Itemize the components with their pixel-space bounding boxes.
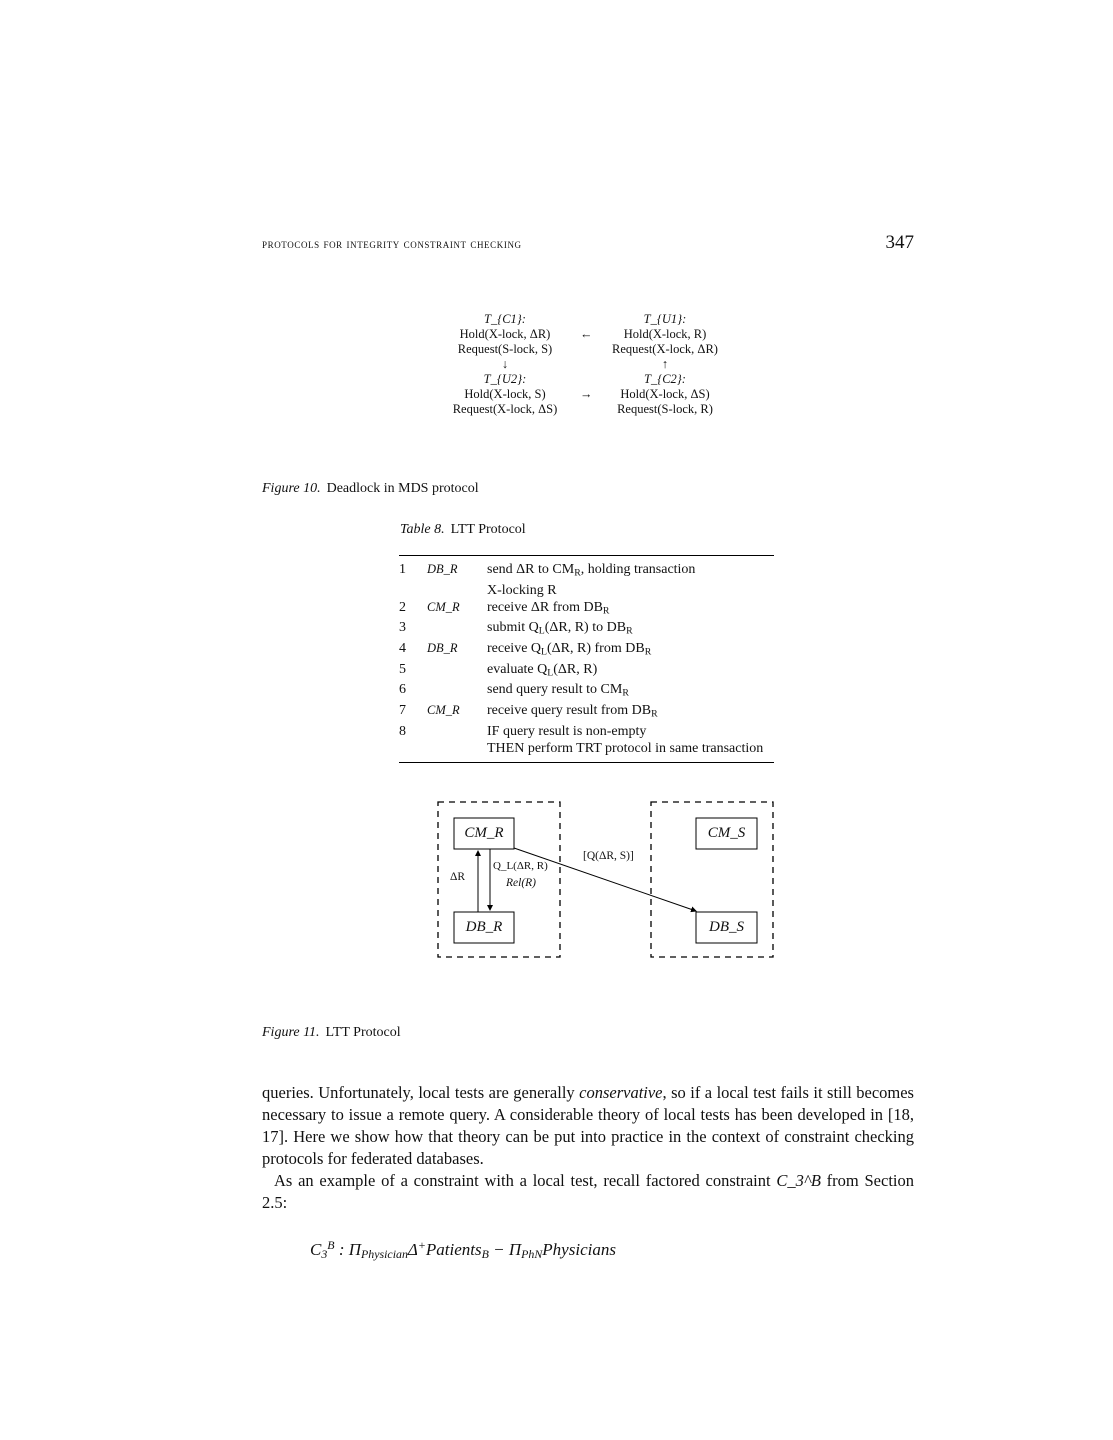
table-row — [399, 640, 774, 661]
delta-r-label: ΔR — [450, 871, 466, 883]
table-row — [399, 599, 774, 620]
actor — [427, 619, 487, 640]
rel-label: Rel(R) — [506, 877, 537, 889]
step-number: 1 — [399, 562, 406, 577]
table-row — [399, 681, 774, 702]
step-number: 5 — [399, 661, 406, 677]
caption-text: LTT Protocol — [450, 522, 526, 537]
step-number: 6 — [399, 682, 406, 698]
text: from Section 2.5: — [262, 1171, 914, 1212]
step-number: 3 — [399, 620, 406, 636]
tu1-label: T_{U1}: — [643, 312, 687, 326]
tu1-block — [600, 312, 730, 357]
caption-text: LTT Protocol — [325, 1025, 401, 1040]
caption-label: Table 8. — [400, 522, 445, 537]
paragraph-2 — [262, 1170, 914, 1214]
description: send query result to $CM_R$ — [487, 682, 629, 699]
actor: DB_R — [427, 641, 458, 656]
running-head: protocols for integrity constraint checking — [262, 237, 522, 251]
table-row — [399, 702, 774, 723]
emphasis: conservative — [579, 1083, 663, 1102]
caption-label: Figure 10. — [262, 481, 321, 496]
description: submit $Q_L(\Delta R$, R) to $DB_R$ — [487, 620, 633, 637]
tc1-block — [440, 312, 570, 357]
table-8-caption — [400, 522, 526, 538]
equation: $C_3^B$ : $\Pi_{Physician}\Delta^+Patients_B$ − $\Pi_{PhN}Physicians$ — [310, 1238, 616, 1261]
table-row — [399, 740, 774, 757]
tu2-label: T_{U2}: — [483, 372, 527, 386]
description: IF query result is non-empty — [487, 723, 647, 739]
db-s-label: DB_S — [709, 919, 744, 935]
db-r-label: DB_R — [465, 919, 503, 935]
figure-11-caption — [262, 1025, 401, 1041]
actor: CM_R — [427, 703, 460, 718]
description: THEN perform TRT protocol in same transaction — [487, 740, 764, 756]
tc2-request: Request(S-lock, R) — [617, 402, 713, 416]
tc1-hold: Hold(X-lock, ΔR) — [459, 327, 551, 341]
cm-r-label: CM_R — [464, 825, 504, 841]
actor: DB_R — [427, 562, 458, 576]
figure-10-caption — [262, 481, 479, 497]
step-number: 7 — [399, 703, 406, 719]
arrow-right-icon: → — [580, 387, 593, 401]
actor — [427, 582, 487, 599]
description: receive $Q_L(\Delta R$, R) from $DB_R$ — [487, 641, 652, 658]
remote-query-label: [Q(ΔR, S)] — [583, 850, 634, 862]
table-row — [399, 619, 774, 640]
arrow-down-icon: ↓ — [501, 357, 509, 371]
step-number: 4 — [399, 641, 406, 657]
arrow-up-icon: ↑ — [661, 357, 669, 371]
actor: CM_R — [427, 599, 460, 614]
tu1-hold: Hold(X-lock, R) — [623, 327, 707, 341]
step-number — [399, 740, 427, 757]
figure-11-ltt-diagram — [430, 795, 780, 965]
text: As an example of a constraint with a local test, recall factored constraint — [274, 1171, 777, 1190]
table-row — [399, 661, 774, 682]
caption-text: Deadlock in MDS protocol — [326, 481, 479, 496]
paragraph-1 — [262, 1082, 914, 1170]
tc1-label: T_{C1}: — [484, 312, 526, 326]
arrow-left-icon: ← — [580, 327, 593, 341]
actor — [427, 681, 487, 702]
tu2-block — [440, 372, 570, 417]
caption-label: Figure 11. — [262, 1025, 320, 1040]
text: queries. Unfortunately, local tests are generally — [262, 1083, 580, 1102]
tu2-request: Request(X-lock, ΔS) — [452, 402, 558, 416]
tc1-request: Request(S-lock, S) — [457, 342, 553, 356]
description: X-locking R — [487, 582, 557, 598]
page-number: 347 — [885, 232, 914, 253]
actor — [427, 723, 487, 740]
actor — [427, 661, 487, 682]
step-number: 8 — [399, 723, 406, 739]
description: evaluate $Q_L(\Delta R$, R) — [487, 661, 598, 679]
description: send ΔR to $CM_R$, holding transaction — [487, 562, 696, 579]
description: receive query result from $DB_R$ — [487, 703, 658, 720]
description: receive ΔR from $DB_R$ — [487, 599, 610, 617]
step-number — [399, 582, 427, 599]
tc2-block — [600, 372, 730, 417]
tu1-request: Request(X-lock, ΔR) — [612, 342, 718, 356]
tu2-hold: Hold(X-lock, S) — [464, 387, 546, 401]
table-8 — [399, 555, 774, 763]
step-number: 2 — [399, 599, 406, 615]
ql-label: Q_L(ΔR, R) — [493, 860, 548, 872]
text: , so if a local test fails it still becomes necessary to issue a remote query. A considerable theory of local tests has been developed in [18, 17]. Here we show how that theory can be put into practice in the context of constraint checking protocols for federated databases. — [262, 1083, 914, 1168]
tc2-hold: Hold(X-lock, ΔS) — [620, 387, 710, 401]
actor — [427, 740, 487, 757]
tc2-label: T_{C2}: — [644, 372, 686, 386]
table-row — [399, 561, 774, 582]
table-row — [399, 723, 774, 740]
cm-s-label: CM_S — [707, 825, 746, 841]
constraint-symbol: C_3^B — [776, 1171, 821, 1190]
table-row — [399, 582, 774, 599]
